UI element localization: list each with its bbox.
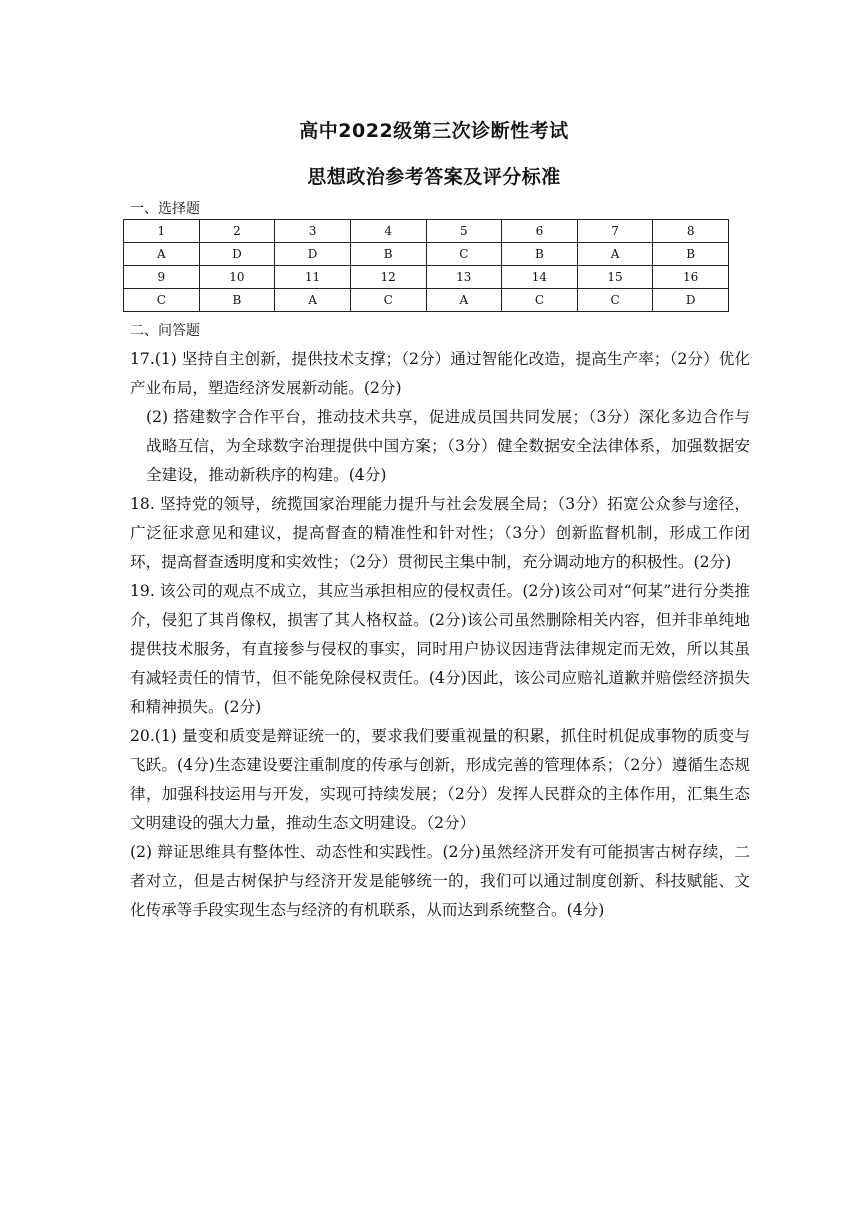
answer-table (123, 219, 729, 312)
qa-answers (130, 345, 750, 925)
table-cell: 14 (502, 266, 578, 289)
table-row (124, 266, 729, 289)
table-cell: B (199, 289, 275, 312)
answer-20-1: 20.(1) 量变和质变是辩证统一的，要求我们要重视量的积累，抓住时机促成事物的质变与飞跃。(4分)生态建设要注重制度的传承与创新，形成完善的管理体系；（2分）遵循生态规律，加强科技运用与开发，实现可持续发展；（2分）发挥人民群众的主体作用，汇集生态文明建设的强大力量，推动生态文明建设。（2分） (130, 727, 750, 832)
table-cell: 5 (426, 220, 502, 243)
table-cell: C (426, 243, 502, 266)
table-cell: 2 (199, 220, 275, 243)
table-cell: B (653, 243, 729, 266)
page-title: 高中2022级第三次诊断性考试 (299, 120, 569, 142)
table-cell: 11 (275, 266, 351, 289)
table-cell: A (426, 289, 502, 312)
table-row (124, 220, 729, 243)
table-cell: C (502, 289, 578, 312)
table-cell: C (350, 289, 426, 312)
table-cell: 3 (275, 220, 351, 243)
table-cell: 9 (124, 266, 200, 289)
answer-20-2: (2) 辩证思维具有整体性、动态性和实践性。(2分)虽然经济开发有可能损害古树存续，二者对立，但是古树保护与经济开发是能够统一的，我们可以通过制度创新、科技赋能、文化传承等手段实现生态与经济的有机联系，从而达到系统整合。(4分) (130, 843, 750, 919)
table-cell: B (350, 243, 426, 266)
table-cell: 6 (502, 220, 578, 243)
table-cell: C (124, 289, 200, 312)
answer-19: 19. 该公司的观点不成立，其应当承担相应的侵权责任。(2分)该公司对“何某”进行分类推介，侵犯了其肖像权，损害了其人格权益。(2分)该公司虽然删除相关内容，但并非单纯地提供技术服务，有直接参与侵权的事实，同时用户协议因违背法律规定而无效，所以其虽有减轻责任的情节，但不能免除侵权责任。(4分)因此，该公司应赔礼道歉并赔偿经济损失和精神损失。(2分) (130, 582, 750, 716)
table-row (124, 243, 729, 266)
table-cell: 10 (199, 266, 275, 289)
table-cell: D (199, 243, 275, 266)
answer-17-1: 17.(1) 坚持自主创新，提供技术支撑；（2分）通过智能化改造，提高生产率；（2分）优化产业布局，塑造经济发展新动能。(2分) (130, 350, 750, 397)
table-cell: 4 (350, 220, 426, 243)
table-cell: B (502, 243, 578, 266)
section-qa-label: 二、问答题 (130, 323, 200, 339)
section-choice-label: 一、选择题 (130, 201, 200, 217)
table-cell: A (275, 289, 351, 312)
answer-18: 18. 坚持党的领导，统揽国家治理能力提升与社会发展全局；（3分）拓宽公众参与途径，广泛征求意见和建议，提高督查的精准性和针对性；（3分）创新监督机制，形成工作闭环，提高督查透明度和实效性；（2分）贯彻民主集中制，充分调动地方的积极性。(2分) (130, 495, 750, 571)
table-cell: 8 (653, 220, 729, 243)
table-cell: D (653, 289, 729, 312)
table-cell: 12 (350, 266, 426, 289)
table-cell: 13 (426, 266, 502, 289)
table-cell: A (577, 243, 653, 266)
table-cell: 7 (577, 220, 653, 243)
table-cell: A (124, 243, 200, 266)
table-cell: 16 (653, 266, 729, 289)
table-row (124, 289, 729, 312)
table-cell: D (275, 243, 351, 266)
table-cell: 1 (124, 220, 200, 243)
table-cell: 15 (577, 266, 653, 289)
answer-17-2: (2) 搭建数字合作平台，推动技术共享，促进成员国共同发展；（3分）深化多边合作与战略互信，为全球数字治理提供中国方案；（3分）健全数据安全法律体系，加强数据安全建设，推动新秩序的构建。(4分) (146, 408, 750, 484)
page-subtitle: 思想政治参考答案及评分标准 (307, 166, 561, 188)
table-cell: C (577, 289, 653, 312)
